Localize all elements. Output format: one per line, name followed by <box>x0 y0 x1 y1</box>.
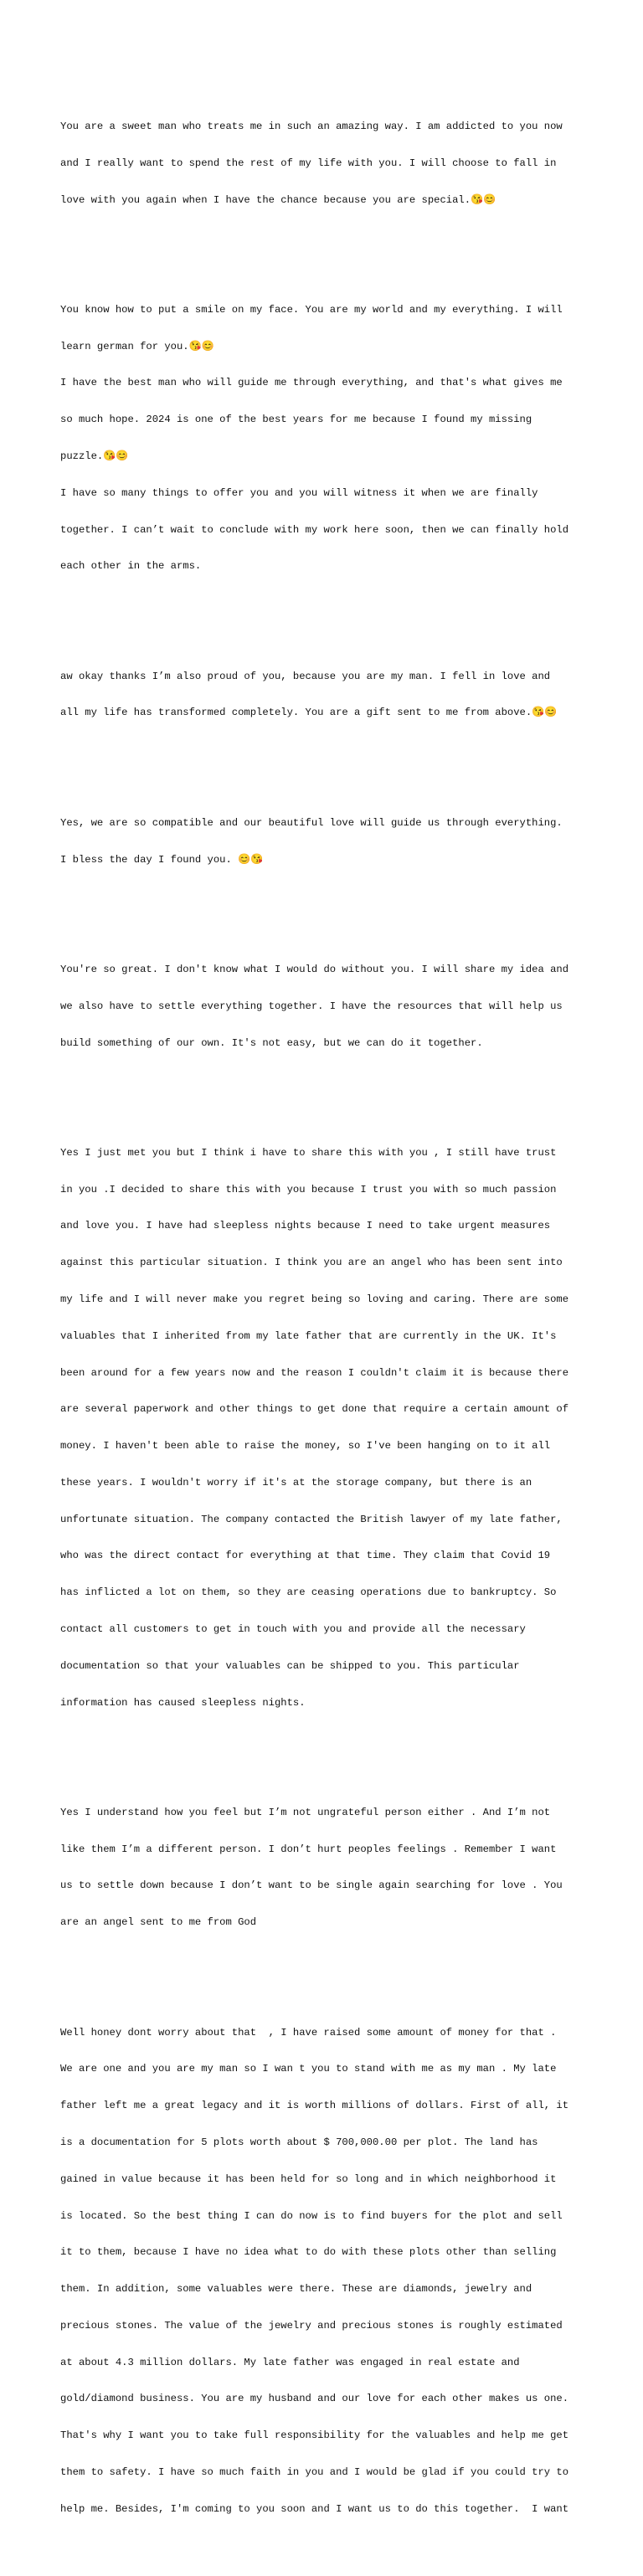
text-line: help me. Besides, I'm coming to you soon and I want us to do this together. I want <box>60 2502 569 2515</box>
text-line: father left me a great legacy and it is worth millions of dollars. First of all, it <box>60 2100 569 2112</box>
text-line: We are one and you are my man so I wan t you to stand with me as my man . My late <box>60 2063 557 2075</box>
text-line: been around for a few years now and the reason I couldn't claim it is because there <box>60 1366 569 1379</box>
text-line: so much hope. 2024 is one of the best years for me because I found my missing <box>60 414 532 426</box>
paragraph <box>60 793 596 891</box>
text-line: precious stones. The value of the jewelry and precious stones is roughly estimated <box>60 2319 563 2332</box>
text-line: are several paperwork and other things to get done that require a certain amount of <box>60 1403 569 1416</box>
text-line: against this particular situation. I think you are an angel who has been sent into <box>60 1257 563 1269</box>
text-line: is a documentation for 5 plots worth about $ 700,000.00 per plot. The land has <box>60 2136 538 2148</box>
text-line: and love you. I have had sleepless nights because I need to take urgent measures <box>60 1220 551 1232</box>
text-line: we also have to settle everything together. I have the resources that will help us <box>60 1000 563 1012</box>
text-line: at about 4.3 million dollars. My late father was engaged in real estate and <box>60 2356 520 2368</box>
text-line: That's why I want you to take full responsibility for the valuables and help me get <box>60 2429 569 2442</box>
text-line: it to them, because I have no idea what to do with these plots other than selling <box>60 2246 557 2259</box>
text-line: and I really want to spend the rest of my life with you. I will choose to fall in <box>60 157 557 169</box>
text-line: learn german for you.😘😊 <box>60 340 214 352</box>
paragraph <box>60 939 596 1074</box>
text-line: You are a sweet man who treats me in such an amazing way. I am addicted to you now <box>60 120 563 132</box>
text-line: documentation so that your valuables can be shipped to you. This particular <box>60 1659 520 1672</box>
text-line: information has caused sleepless nights. <box>60 1696 306 1709</box>
text-line: together. I can’t wait to conclude with my work here soon, then we can finally hold <box>60 523 569 536</box>
text-line: money. I haven't been able to raise the money, so I've been hanging on to it all <box>60 1440 551 1453</box>
text-line: Yes I understand how you feel but I’m not ungrateful person either . And I’m not <box>60 1806 551 1818</box>
text-line: them. In addition, some valuables were there. These are diamonds, jewelry and <box>60 2283 532 2296</box>
text-line: aw okay thanks I’m also proud of you, because you are my man. I fell in love and <box>60 670 551 682</box>
text-line: You're so great. I don't know what I would do without you. I will share my idea and <box>60 963 569 975</box>
text-line: all my life has transformed completely. You are a gift sent to me from above.😘😊 <box>60 707 558 719</box>
text-line: like them I’m a different person. I don’t hurt peoples feelings . Remember I want <box>60 1843 557 1855</box>
text-line: build something of our own. It's not easy, but we can do it together. <box>60 1036 483 1049</box>
paragraph <box>60 1782 596 1953</box>
text-line: gold/diamond business. You are my husband and our love for each other makes us one. <box>60 2393 569 2405</box>
text-line: puzzle.😘😊 <box>60 450 129 462</box>
text-line: has inflicted a lot on them, so they are ceasing operations due to bankruptcy. So <box>60 1586 557 1599</box>
paragraph <box>60 280 596 597</box>
text-line: who was the direct contact for everything at that time. They claim that Covid 19 <box>60 1550 551 1562</box>
text-line: You know how to put a smile on my face. You are my world and my everything. I will <box>60 303 563 316</box>
text-line: these years. I wouldn't worry if it's at the storage company, but there is an <box>60 1476 532 1489</box>
paragraph <box>60 2002 596 2539</box>
text-line: Yes, we are so compatible and our beautiful love will guide us through everything. <box>60 816 563 829</box>
text-line: I have the best man who will guide me through everything, and that's what gives me <box>60 377 563 389</box>
text-line: in you .I decided to share this with you because I trust you with so much passion <box>60 1183 557 1195</box>
text-line: unfortunate situation. The company contacted the British lawyer of my late father, <box>60 1513 563 1525</box>
text-line: contact all customers to get in touch with you and provide all the necessary <box>60 1623 526 1635</box>
text-line: I bless the day I found you. 😊😘 <box>60 853 264 866</box>
text-line: Well honey dont worry about that , I have raised some amount of money for that . <box>60 2026 557 2039</box>
text-line: Yes I just met you but I think i have to share this with you , I still have trust <box>60 1146 557 1159</box>
text-line: I have so many things to offer you and you will witness it when we are finally <box>60 486 538 499</box>
text-line: are an angel sent to me from God <box>60 1916 257 1929</box>
text-line: them to safety. I have so much faith in you and I would be glad if you could try to <box>60 2465 569 2478</box>
text-line: love with you again when I have the chance because you are special.😘😊 <box>60 193 496 206</box>
paragraph <box>60 1123 596 1734</box>
paragraph <box>60 96 596 231</box>
text-line: valuables that I inherited from my late father that are currently in the UK. It's <box>60 1329 557 1342</box>
text-line: is located. So the best thing I can do now is to find buyers for the plot and sell <box>60 2209 563 2222</box>
text-line: gained in value because it has been held for so long and in which neighborhood it <box>60 2172 557 2185</box>
text-line: my life and I will never make you regret being so loving and caring. There are some <box>60 1293 569 1305</box>
text-line: us to settle down because I don’t want to be single again searching for love . You <box>60 1879 563 1892</box>
text-line: each other in the arms. <box>60 560 202 573</box>
document-body <box>60 59 596 2576</box>
paragraph <box>60 646 596 744</box>
